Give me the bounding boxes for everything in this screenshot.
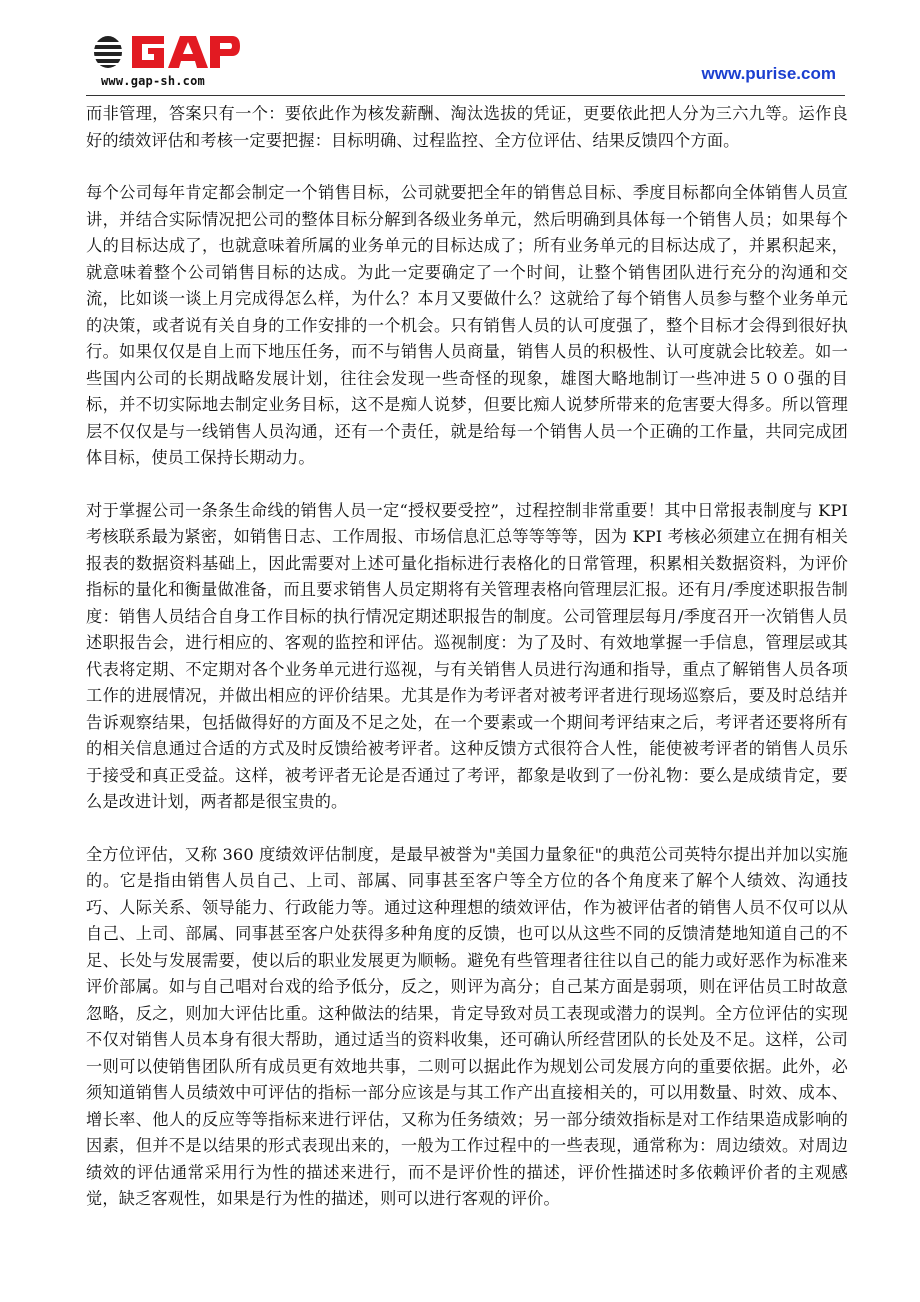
- header-divider: [86, 95, 845, 96]
- page-header: [0, 0, 920, 100]
- paragraph-4: 全方位评估，又称 360 度绩效评估制度，是最早被誉为"美国力量象征"的典范公司英特尔提出并加以实施的。它是指由销售人员自己、上司、部属、同事甚至客户等全方位的各个角度来了解个人绩效、沟通技巧、人际关系、领导能力、行政能力等。通过这种理想的绩效评估，作为被评估者的销售人员不仅可以从自己、上司、部属、同事甚至客户处获得多种角度的反馈，也可以从这些不同的反馈清楚地知道自己的不足、长处与发展需要，使以后的职业发展更为顺畅。避免有些管理者往往以自己的能力或好恶作为标准来评价部属。如与自己唱对台戏的给予低分，反之，则评为高分；自己某方面是弱项，则在评估员工时故意忽略，反之，则加大评估比重。这种做法的结果，肯定导致对员工表现或潜力的误判。全方位评估的实现不仅对销售人员本身有很大帮助，通过适当的资料收集，还可确认所经营团队的长处及不足。这样，公司一则可以使销售团队所有成员更有效地共事，二则可以据此作为规划公司发展方向的重要依据。此外，必须知道销售人员绩效中可评估的指标一部分应该是与其工作产出直接相关的，可以用数量、时效、成本、增长率、他人的反应等等指标来进行评估，又称为任务绩效；另一部分绩效指标是对工作结果造成影响的因素，但并不是以结果的形式表现出来的，一般为工作过程中的一些表现，通常称为：周边绩效。对周边绩效的评估通常采用行为性的描述来进行，而不是评价性的描述，评价性描述时多依赖评价者的主观感觉，缺乏客观性，如果是行为性的描述，则可以进行客观的评价。: [86, 844, 848, 1208]
- paragraph-3: 对于掌握公司一条条生命线的销售人员一定“授权要受控”，过程控制非常重要！其中日常报表制度与 KPI 考核联系最为紧密，如销售日志、工作周报、市场信息汇总等等等等，因为 KPI 考核必须建立在拥有相关报表的数据资料基础上，因此需要对上述可量化指标进行表格化的日常管理，积累相关数据资料，为评价指标的量化和衡量做准备，而且要求销售人员定期将有关管理表格向管理层汇报。还有月/季度述职报告制度：销售人员结合自身工作目标的执行情况定期述职报告的制度。公司管理层每月/季度召开一次销售人员述职报告会，进行相应的、客观的监控和评估。巡视制度：为了及时、有效地掌握一手信息，管理层或其代表将定期、不定期对各个业务单元进行巡视，与有关销售人员进行沟通和指导，重点了解销售人员各项工作的进展情况，并做出相应的评价结果。尤其是作为考评者对被考评者进行现场巡察后，要及时总结并告诉观察结果，包括做得好的方面及不足之处，在一个要素或一个期间考评结束之后，考评者还要将所有的相关信息通过合适的方式及时反馈给被考评者。这种反馈方式很符合人性，能使被考评者的销售人员乐于接受和真正受益。这样，被考评者无论是否通过了考评，都象是收到了一份礼物：要么是成绩肯定，要么是改进计划，两者都是很宝贵的。: [86, 500, 848, 811]
- gap-logo-mark: [92, 30, 242, 74]
- logo-website-text[interactable]: www.gap-sh.com: [101, 74, 205, 88]
- document-body: [86, 101, 848, 1239]
- paragraph-1: 而非管理，答案只有一个：要依此作为核发薪酬、淘汰选拔的凭证，更要依此把人分为三六九等。运作良好的绩效评估和考核一定要把握：目标明确、过程监控、全方位评估、结果反馈四个方面。: [86, 104, 848, 150]
- site-url-link[interactable]: www.purise.com: [701, 64, 836, 83]
- globe-icon: [94, 36, 122, 68]
- paragraph-2: 每个公司每年肯定都会制定一个销售目标，公司就要把全年的销售总目标、季度目标都向全体销售人员宣讲，并结合实际情况把公司的整体目标分解到各级业务单元，然后明确到具体每一个销售人员；如果每个人的目标达成了，也就意味着所属的业务单元的目标达成了；所有业务单元的目标达成了，并累积起来，就意味着整个公司销售目标的达成。为此一定要确定了一个时间，让整个销售团队进行充分的沟通和交流，比如谈一谈上月完成得怎么样，为什么？本月又要做什么？这就给了每个销售人员参与整个业务单元的决策，或者说有关自身的工作安排的一个机会。只有销售人员的认可度强了，整个目标才会得到很好执行。如果仅仅是自上而下地压任务，而不与销售人员商量，销售人员的积极性、认可度就会比较差。如一些国内公司的长期战略发展计划，往往会发现一些奇怪的现象，雄图大略地制订一些冲进５００强的目标，并不切实际地去制定业务目标，这不是痴人说梦，但要比痴人说梦所带来的危害要大得多。所以管理层不仅仅是与一线销售人员沟通，还有一个责任，就是给每一个销售人员一个正确的工作量，共同完成团体目标，使员工保持长期动力。: [86, 183, 848, 467]
